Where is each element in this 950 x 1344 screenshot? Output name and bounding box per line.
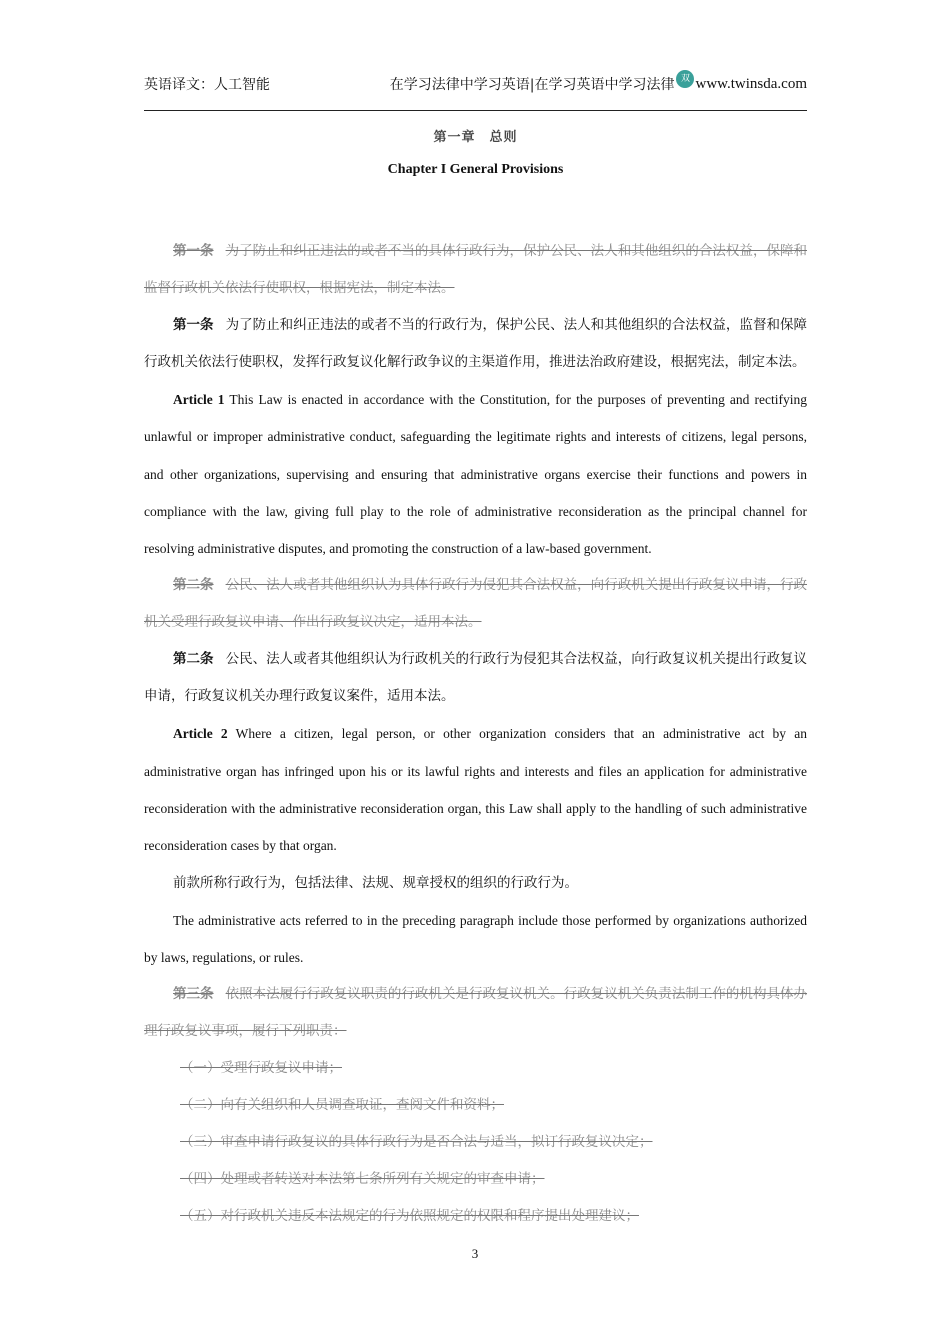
deleted-item-4: （四）处理或者转送对本法第七条所列有关规定的审查申请； — [180, 1171, 545, 1188]
deleted-item-2: （二）向有关组织和人员调查取证，查阅文件和资料； — [180, 1097, 504, 1114]
article-label: 第一条 — [173, 243, 214, 259]
header-url[interactable]: www.twinsda.com — [695, 75, 807, 92]
header-slogan: 在学习法律中学习英语|在学习英语中学习法律 — [389, 77, 675, 93]
article-1-en — [144, 381, 807, 567]
article-text: 为了防止和纠正违法的或者不当的行政行为，保护公民、法人和其他组织的合法权益，监督和保障行政机关依法行使职权，发挥行政复议化解行政争议的主渠道作用，推进法治政府建设，根据宪法，制定本法。 — [144, 317, 808, 370]
document-body — [144, 233, 807, 1235]
article-label: 第三条 — [173, 986, 214, 1003]
page-number: 3 — [471, 1246, 479, 1261]
article-2-en — [144, 715, 807, 864]
article-text: Where a citizen, legal person, or other organization considers that an administrative act by an administrative organ has infringed upon his or its lawful rights and interests and files an application for administrative reconsideration with the administrative reconsideration organ, this Law shall apply to the handling of such administrative reconsideration cases by that organ. — [144, 726, 807, 854]
article-label: 第一条 — [173, 317, 214, 333]
header-title: 英语译文：人工智能 — [144, 77, 270, 93]
article-1-cn — [144, 307, 807, 381]
article-text: 依照本法履行行政复议职责的行政机关是行政复议机关。行政复议机关负责法制工作的机构具体办理行政复议事项，履行下列职责： — [144, 986, 808, 1040]
header-divider — [144, 110, 807, 111]
deleted-article-3-cn — [144, 976, 807, 1050]
article-text: This Law is enacted in accordance with the Constitution, for the purposes of preventing and rectifying unlawful or improper administrative conduct, safeguarding the legitimate rights and interests of citizens, legal persons, and other organizations, supervising and ensuring that administrative organs exercise their functions and powers in compliance with the law, giving full play to the role of administrative reconsideration as the principal channel for resolving administrative disputes, and promoting the construction of a law-based government. — [144, 392, 807, 557]
chapter-title-en: Chapter I General Provisions — [387, 162, 564, 177]
article-text: 公民、法人或者其他组织认为行政机关的行政行为侵犯其合法权益，向行政复议机关提出行政复议申请，行政复议机关办理行政复议案件，适用本法。 — [144, 651, 808, 705]
article-2-cn — [144, 641, 807, 715]
deleted-article-1-cn — [144, 233, 807, 307]
twinsda-logo-icon: 双 — [676, 70, 694, 88]
page-header — [144, 68, 807, 100]
header-slogan-group — [390, 74, 807, 94]
article-label: 第二条 — [173, 651, 214, 668]
deleted-item-1: （一）受理行政复议申请； — [180, 1060, 342, 1077]
article-2-para-2-en: The administrative acts referred to in the preceding paragraph include those performed by organizations authorized by laws, regulations, or rules. — [144, 912, 807, 965]
deleted-item-3: （三）审查申请行政复议的具体行政行为是否合法与适当，拟订行政复议决定； — [180, 1134, 653, 1151]
article-2-para-2-cn: 前款所称行政行为，包括法律、法规、规章授权的组织的行政行为。 — [173, 874, 578, 891]
chapter-title-cn: 第一章 总则 — [433, 130, 518, 145]
deleted-item-5: （五）对行政机关违反本法规定的行为依照规定的权限和程序提出处理建议； — [180, 1208, 639, 1225]
article-label: 第二条 — [173, 577, 214, 594]
deleted-article-2-cn — [144, 567, 807, 641]
article-label: Article 1 — [173, 392, 225, 407]
article-label: Article 2 — [173, 726, 228, 742]
article-text: 公民、法人或者其他组织认为具体行政行为侵犯其合法权益，向行政机关提出行政复议申请，行政机关受理行政复议申请、作出行政复议决定，适用本法。 — [144, 577, 808, 631]
article-text: 为了防止和纠正违法的或者不当的具体行政行为，保护公民、法人和其他组织的合法权益，保障和监督行政机关依法行使职权，根据宪法，制定本法。 — [144, 243, 808, 296]
